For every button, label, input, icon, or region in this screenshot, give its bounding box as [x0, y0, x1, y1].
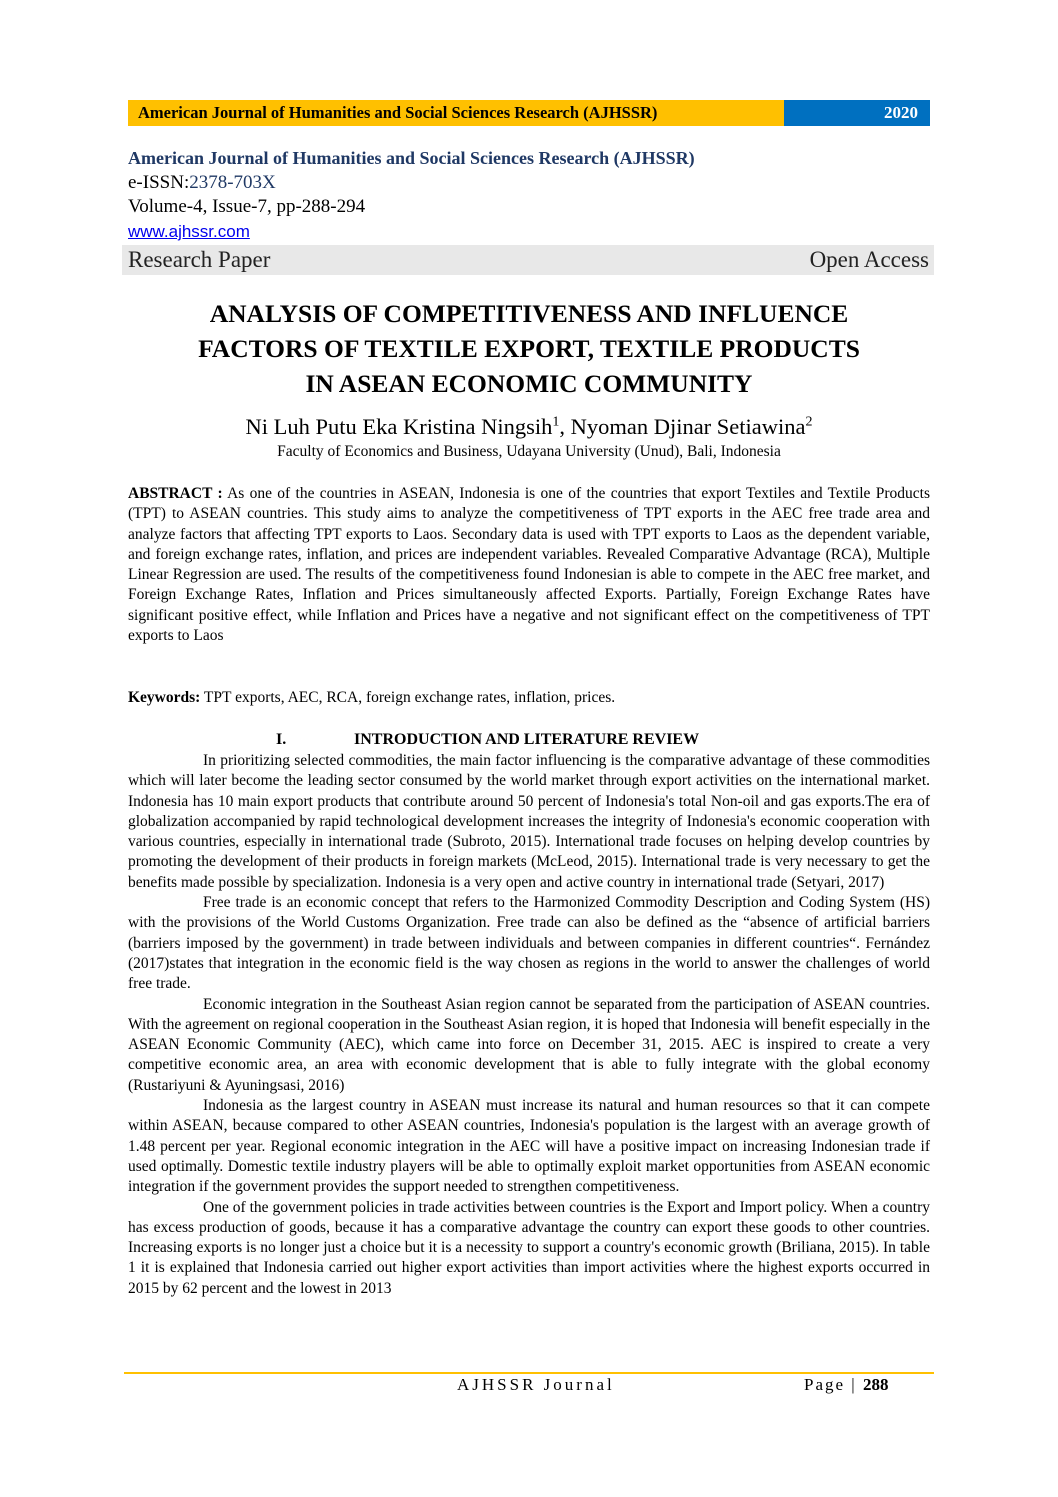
footer-page — [804, 1375, 888, 1395]
running-header — [128, 100, 930, 126]
author-affiliation-mark: 1 — [552, 414, 560, 430]
title-line: IN ASEAN ECONOMIC COMMUNITY — [305, 369, 753, 398]
header-journal-name: American Journal of Humanities and Social Sciences Research (AJHSSR) — [128, 100, 784, 126]
paper-title — [100, 296, 958, 401]
author-affiliation-mark: 2 — [805, 414, 813, 430]
abstract-label: ABSTRACT : — [128, 485, 223, 502]
section-number: I. — [276, 731, 287, 748]
title-line: FACTORS OF TEXTILE EXPORT, TEXTILE PRODUCTS — [198, 334, 860, 363]
section-heading — [276, 731, 699, 749]
page-number: 288 — [862, 1375, 889, 1394]
header-year: 2020 — [784, 100, 930, 126]
volume-info: Volume-4, Issue-7, pp-288-294 — [128, 196, 366, 217]
paragraph: One of the government policies in trade activities between countries is the Export and Import policy. When a country has excess production of goods, because it has a comparative advantage the country can export these goods to other countries. Increasing exports is no longer just a choice but it is a necessity to support a country's economic growth (Briliana, 2015). In table 1 it is explained that Indonesia carried out higher export activities than import activities where the highest exports occurred in 2015 by 62 percent and the lowest in 2013 — [128, 1198, 930, 1297]
footer-divider — [124, 1372, 934, 1374]
section-title: INTRODUCTION AND LITERATURE REVIEW — [354, 731, 700, 748]
abstract-text: As one of the countries in ASEAN, Indonesia is one of the countries that export Textiles and Textile Products (TPT) to ASEAN countries. This study aims to analyze the competitiveness of TPT exports in the AEC free trade area and analyze factors that affecting TPT exports to Laos. Secondary data is used with TPT exports to Laos as the dependent variable, and foreign exchange rates, inflation, and prices are independent variables. Revealed Comparative Advantage (RCA), Multiple Linear Regression are used. The results of the competitiveness found Indonesian is able to compete in the AEC free market, and Foreign Exchange Rates, Inflation and Prices simultaneously affected Exports. Partially, Foreign Exchange Rates have significant positive effect, while Inflation and Prices have a negative and not significant effect on the competitiveness of TPT exports to Laos — [128, 485, 930, 645]
keywords — [128, 689, 930, 707]
body-text — [128, 751, 930, 1299]
keywords-text: TPT exports, AEC, RCA, foreign exchange rates, inflation, prices. — [200, 689, 616, 706]
keywords-label: Keywords: — [128, 689, 201, 706]
paragraph: Indonesia as the largest country in ASEAN must increase its natural and human resources so that it can compete within ASEAN, because compared to other ASEAN countries, Indonesia's population is the largest with an average growth of 1.48 percent per year. Regional economic integration in the AEC will have a positive impact on increasing Indonesian trade if used optimally. Domestic textile industry players will be able to optimally exploit market opportunities from ASEAN economic integration if the government provides the support needed to strengthen competitiveness. — [128, 1097, 930, 1196]
issn-label: e-ISSN: — [128, 172, 190, 193]
author-list — [100, 414, 958, 440]
paragraph: Economic integration in the Southeast Asian region cannot be separated from the participation of ASEAN countries. With the agreement on regional cooperation in the Southeast Asian region, it is hoped that Indonesia will benefit especially in the ASEAN Economic Community (AEC), which came into force on December 31, 2015. AEC is inspired to create a very competitive economic area, an area with economic development that is able to fully integrate with the global economy (Rustariyuni & Ayuningsasi, 2016) — [128, 995, 930, 1094]
affiliation: Faculty of Economics and Business, Udayana University (Unud), Bali, Indonesia — [277, 443, 781, 460]
issn — [128, 172, 276, 194]
paper-type: Research Paper — [128, 247, 271, 272]
paper-type-bar — [122, 245, 934, 275]
journal-title: American Journal of Humanities and Social Sciences Research (AJHSSR) — [128, 148, 695, 168]
issn-number: 2378-703X — [189, 172, 276, 193]
abstract — [128, 484, 930, 646]
page-label: Page | — [804, 1375, 863, 1394]
author-name: Ni Luh Putu Eka Kristina Ningsih — [245, 414, 553, 439]
access-type: Open Access — [809, 247, 929, 272]
journal-website-link[interactable]: www.ajhssr.com — [128, 222, 250, 241]
title-line: ANALYSIS OF COMPETITIVENESS AND INFLUENCE — [209, 299, 849, 328]
paragraph: In prioritizing selected commodities, the main factor influencing is the comparative advantage of these commodities which will later become the leading sector consumed by the world market through export activities on the international market. Indonesia has 10 main export products that contribute around 50 percent of Indonesia's total Non-oil and gas exports.The era of globalization accompanied by rapid technological development increases the integrity of Indonesia's economic cooperation with various countries, especially in international trade (Subroto, 2015). International trade focuses on helping develop countries by promoting the development of their products in foreign markets (McLeod, 2015). International trade is very necessary to get the benefits made possible by specialization. Indonesia is a very open and active country in international trade (Setyari, 2017) — [128, 752, 930, 891]
paragraph: Free trade is an economic concept that refers to the Harmonized Commodity Description and Coding System (HS) with the provisions of the World Customs Organization. Free trade can also be defined as the “absence of artificial barriers (barriers imposed by the government) in trade between individuals and between companies in different countries“. Fernández (2017)states that integration in the economic field is the way chosen as regions in the world to answer the challenges of world free trade. — [128, 894, 930, 993]
footer-journal: AJHSSR Journal — [457, 1375, 615, 1394]
author-separator: , — [559, 414, 571, 439]
author-name: Nyoman Djinar Setiawina — [570, 414, 806, 439]
